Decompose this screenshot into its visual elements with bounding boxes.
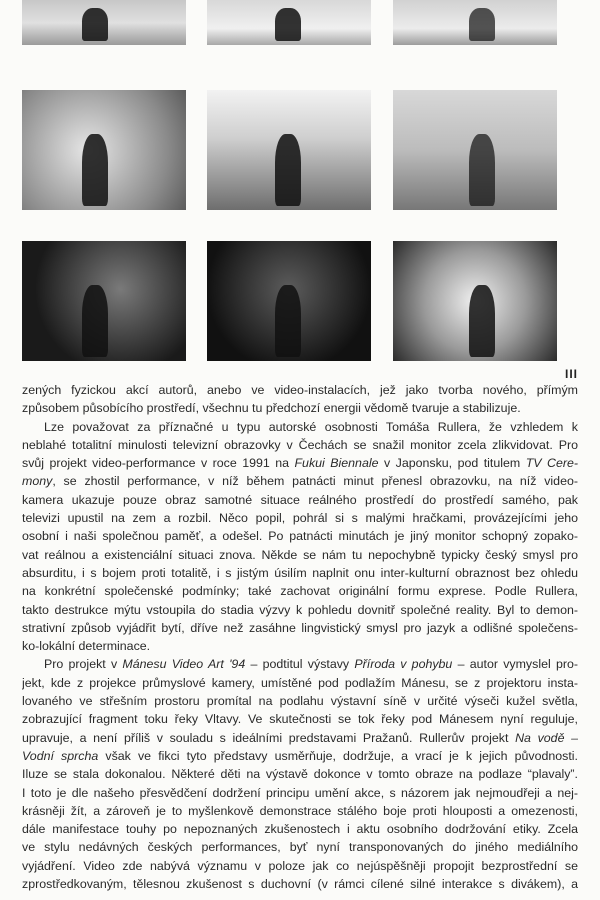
photo-antenna-structure	[393, 90, 557, 210]
figure-silhouette	[82, 134, 108, 206]
text-line	[22, 601, 578, 619]
text-line	[22, 619, 578, 637]
text-segment: I toto je dle našeho přesvědčení dodržení principu umění akce, s názorem jak nejmoudřeji a nej-	[22, 785, 578, 800]
photo-plate-with-toys	[393, 241, 557, 361]
figure-silhouette	[469, 134, 495, 206]
text-line	[22, 710, 578, 728]
figure-silhouette	[275, 8, 301, 41]
photo-figure-with-tv-box	[393, 0, 557, 45]
text-line	[22, 729, 578, 747]
text-line	[22, 399, 578, 417]
italic-title: Fukui Biennale	[294, 456, 379, 471]
text-line	[22, 418, 578, 436]
photo-figure-in-field	[207, 90, 371, 210]
italic-title: mony	[22, 474, 53, 489]
text-segment: – podtitul výstavy	[245, 657, 355, 672]
text-segment: absurditu, i s bojem proti totalitě, i s jistým úsilím naplnit onu inter-kulturní obraznost bez ohledu	[22, 565, 578, 580]
text-segment: strativní způsob vyjádřit bytí, dříve než zasáhne lingvistický smysl pro jazyk a odlišné společens-	[22, 620, 578, 635]
text-line	[22, 582, 578, 600]
text-segment: zobrazující fragment toku řeky Vltavy. Ve skutečnosti se tok řeky pod Mánesem nyní reguluje,	[22, 712, 578, 727]
figure-silhouette	[82, 285, 108, 357]
text-line	[22, 454, 578, 472]
text-line	[22, 784, 578, 802]
text-line	[22, 820, 578, 838]
text-segment: na konkrétní společenské podmínky; také zachovat originální formu exprese. Podle Rullera,	[22, 584, 578, 599]
photo-man-with-plate	[22, 241, 186, 361]
text-line	[22, 436, 578, 454]
text-segment: v Japonsku, pod titulem	[378, 456, 526, 471]
text-segment: však ve fikci tyto představy usměrňuje, dodržuje, a vrací je k jejich původnosti.	[98, 748, 578, 763]
text-segment: Lze považovat za příznačné u typu autorské osobnosti Tomáša Rullera, že vzhledem k	[44, 419, 578, 434]
text-segment: způsobem působícího prostředí, všechnu tu předchozí energii vědomě tvaruje a stabilizuje.	[22, 401, 521, 416]
text-segment: ko-lokální determinace.	[22, 639, 151, 654]
text-segment: , se zhostil performance, v níž během patnácti minut přenesl obrazovku, na níž video-	[52, 474, 578, 489]
text-line	[22, 857, 578, 875]
text-segment: upravuje, a není příliš v souladu s ideálními predstavami Pražanů. Rullerův projekt	[22, 730, 516, 745]
photo-figure-with-tv	[22, 0, 186, 45]
text-line	[22, 546, 578, 564]
article-body	[22, 381, 578, 893]
text-segment: svůj projekt video-performance v roce 1991 na	[22, 456, 295, 471]
italic-title: Mánesu Video Art '94	[122, 657, 246, 672]
text-segment: – autor vymyslel pro-	[452, 657, 578, 672]
text-line	[22, 692, 578, 710]
text-segment: vyjádření. Video zde nabývá významu v poloze jak co nejúspěšněji propojit bezprostřední se	[22, 858, 578, 873]
text-line	[22, 564, 578, 582]
text-line	[22, 765, 578, 783]
italic-title: TV Cere-	[525, 456, 578, 471]
text-line	[22, 802, 578, 820]
text-segment: ve stylu nedávných českých performances, byť nyní transponovaných do jiného mediálního	[22, 840, 578, 855]
text-line	[22, 875, 578, 893]
text-segment: lovaného ve střešním prostoru promítal na podlahu výstavní síně v určité výseči kužel světla,	[22, 694, 578, 709]
text-segment: neblahé totalitní minulosti televizní obrazovky v Čechách se snažil monitor zcela zlikvidovat. Pro	[22, 437, 578, 452]
text-line	[22, 509, 578, 527]
text-line	[22, 491, 578, 509]
text-segment: kamera ukazuje pouze obraz samotné situace reálného prostředí do prostředí samého, pak	[22, 492, 578, 507]
text-segment: zených fyzickou akcí autorů, anebo ve video-instalacích, jež jako tvorba nového, přímým	[22, 383, 578, 397]
text-line	[22, 674, 578, 692]
text-segment: Pro projekt v	[44, 657, 123, 672]
figure-silhouette	[275, 285, 301, 357]
italic-title: Vodní sprcha	[22, 748, 99, 763]
figure-silhouette	[469, 8, 495, 41]
text-segment: televizi upustil na zem a rozbil. Něco popil, pohrál si s malými hračkami, provázejícími jeho	[22, 511, 578, 526]
text-segment: takto destrukce mýtu vstoupila do stadia výzvy k pohledu dovnitř společné reality. Byl to demon-	[22, 602, 578, 617]
plate-number: III	[564, 367, 578, 381]
text-segment: dále manifestace touhy po nepoznaných zkušenostech i aktu osobního dodržování etiky. Zcela	[22, 822, 578, 837]
text-segment: osobní i naši společnou paměť, a odešel. Po patnácti minutách je jiný monitor schopný zopako-	[22, 529, 578, 544]
photo-lying-figure	[22, 90, 186, 210]
text-segment: zprostředkovaným, tělesnou zkušenost s duchovní (v rámci cílené silné interakce s divákem), a	[22, 877, 578, 892]
text-line	[22, 637, 578, 655]
text-line	[22, 747, 578, 765]
figure-silhouette	[275, 134, 301, 206]
text-line	[22, 838, 578, 856]
text-segment: Iluze se stala dokonalou. Některé děti na výstavě dokonce v tomto obraze na podlaze “plavaly”.	[22, 767, 578, 782]
photo-performer-on-stage	[207, 241, 371, 361]
italic-title: Příroda v pohybu	[354, 657, 453, 672]
photo-figure-standing	[207, 0, 371, 45]
text-segment: krásněji žít, a zároveň je to myšlenkově demonstrace stálého boje proti hlouposti a omezenosti,	[22, 803, 578, 818]
figure-silhouette	[82, 8, 108, 41]
text-line	[22, 472, 578, 490]
figure-silhouette	[469, 285, 495, 357]
text-line	[22, 527, 578, 545]
text-segment: vat reálnou a existenciální situaci znova. Někde se nám tu nepochybně typicky český smysl pro	[22, 547, 578, 562]
italic-title: Na vodě –	[515, 730, 578, 745]
text-line	[22, 381, 578, 399]
text-segment: jekt, kde z projekce průmyslové kamery, umístěné pod podlažím Mánesu, se z projektoru insta-	[22, 675, 578, 690]
text-line	[22, 655, 578, 673]
